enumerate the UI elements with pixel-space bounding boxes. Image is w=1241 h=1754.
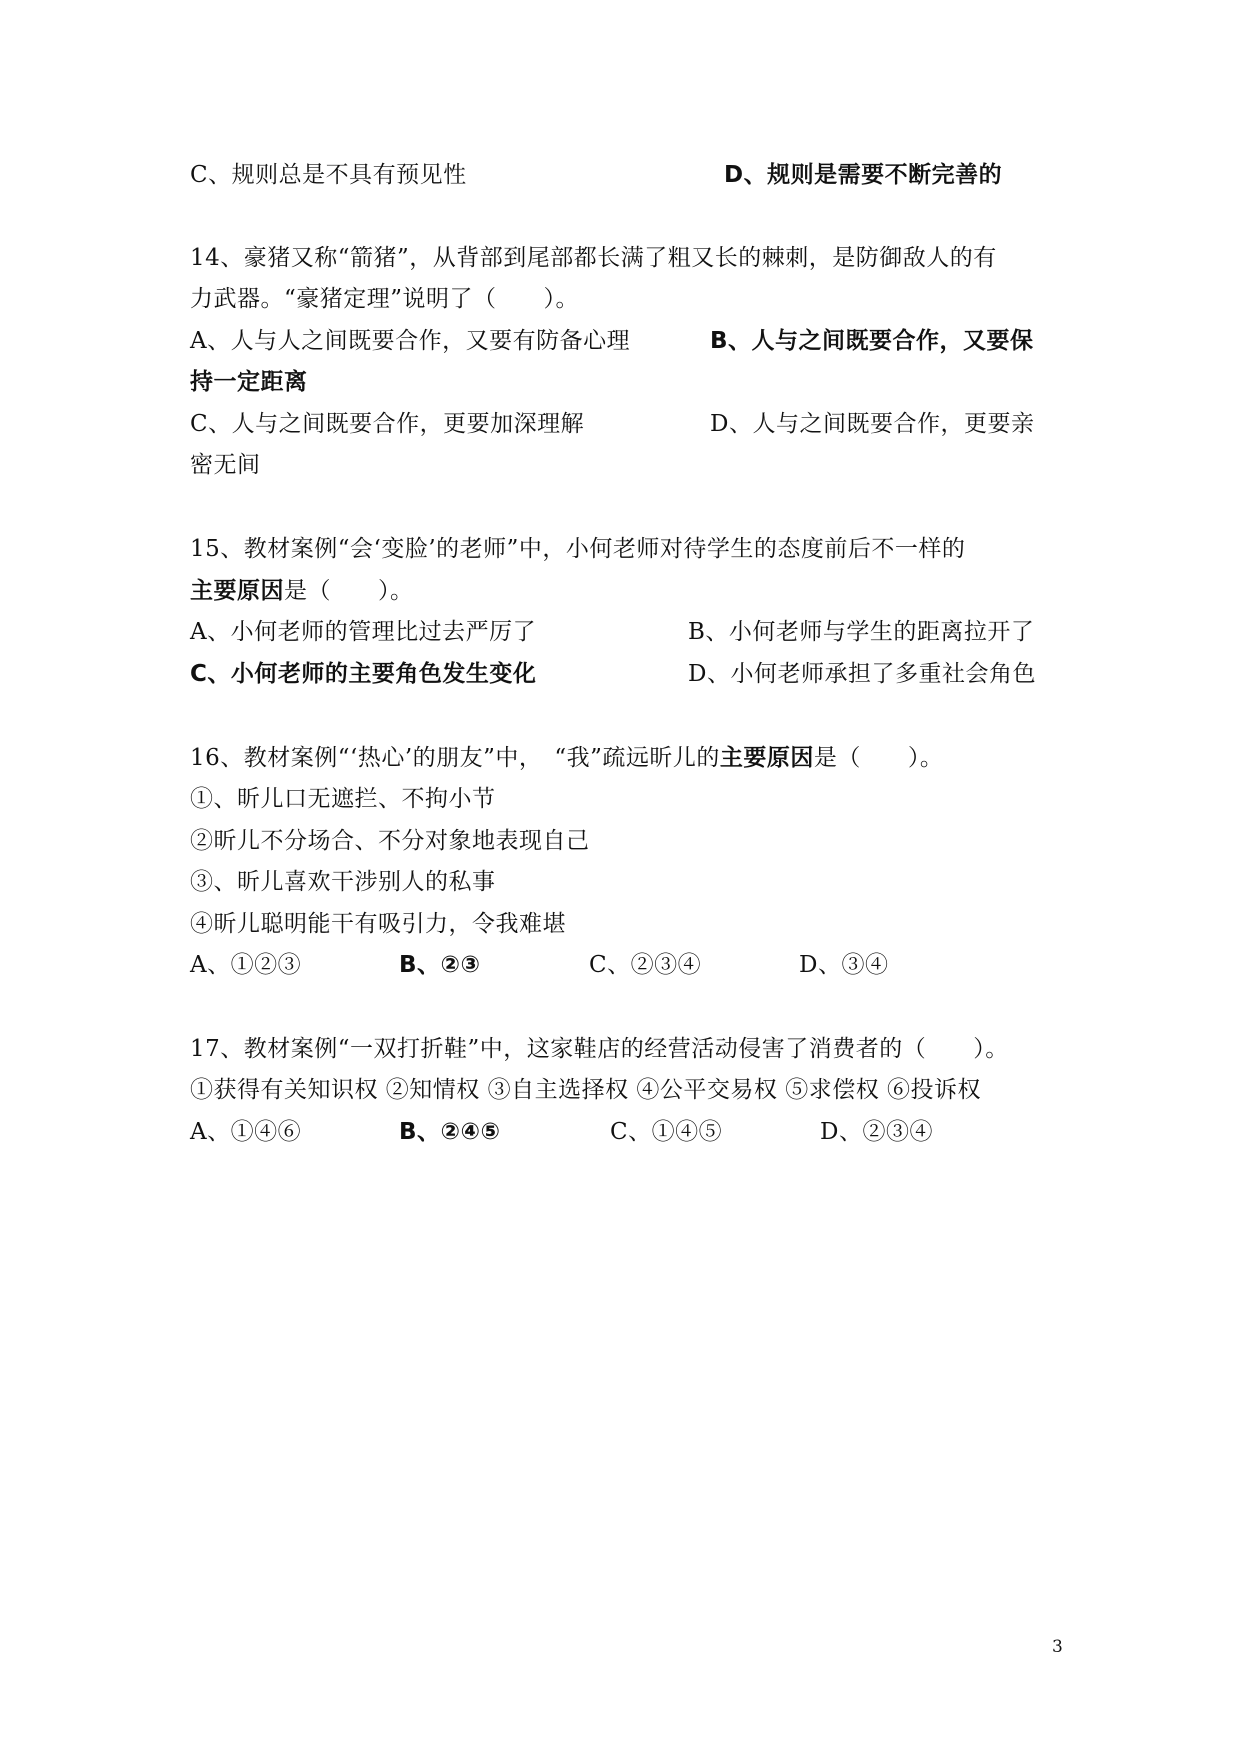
q15-option-d: D、小何老师承担了多重社会角色: [688, 661, 1036, 687]
q16-item-3: ③、昕儿喜欢干涉别人的私事: [190, 869, 496, 895]
q13-options-row: [190, 160, 1070, 190]
q16-item-2: ②昕儿不分场合、不分对象地表现自己: [190, 828, 590, 854]
q17-choices: ①获得有关知识权 ②知情权 ③自主选择权 ④公平交易权 ⑤求偿权 ⑥投诉权: [190, 1077, 982, 1103]
q15-option-c: C、小何老师的主要角色发生变化: [190, 661, 537, 687]
q13-option-d: D、规则是需要不断完善的: [724, 162, 1003, 188]
q14-stem-line2: 力武器。“豪猪定理”说明了（ ）。: [190, 286, 580, 312]
q15-stem-tail: 是（ ）。: [284, 578, 414, 604]
q13-option-c: C、规则总是不具有预见性: [190, 162, 467, 188]
q16-option-b: B、②③: [399, 952, 481, 978]
q16-stem-pre: 16、教材案例“‘热心’的朋友”中， “我”疏远昕儿的: [190, 745, 720, 771]
q14-option-b-cont: 持一定距离: [190, 369, 308, 395]
q17-option-d: D、②③④: [820, 1119, 933, 1145]
q17-option-b: B、②④⑤: [399, 1119, 501, 1145]
q14-option-d-cont: 密无间: [190, 452, 261, 478]
q14-options-row2: [190, 409, 1070, 439]
q14-options-row1: [190, 326, 1070, 356]
q15-stem-line2: [190, 576, 1070, 606]
q15-emphasis: 主要原因: [190, 578, 284, 604]
q15-options-row2: [190, 659, 1070, 689]
q16-option-d: D、③④: [799, 952, 889, 978]
q14-option-c: C、人与之间既要合作，更要加深理解: [190, 411, 585, 437]
q15-options-row1: [190, 617, 1070, 647]
q17-stem: 17、教材案例“一双打折鞋”中，这家鞋店的经营活动侵害了消费者的（ ）。: [190, 1036, 1009, 1062]
q14-option-a: A、人与人之间既要合作，又要有防备心理: [190, 328, 631, 354]
q16-option-c: C、②③④: [589, 952, 702, 978]
q14-stem-line1: 14、豪猪又称“箭猪”，从背部到尾部都长满了粗又长的棘刺，是防御敌人的有: [190, 245, 997, 271]
q16-item-4: ④昕儿聪明能干有吸引力，令我难堪: [190, 911, 566, 937]
q16-option-a: A、①②③: [190, 952, 302, 978]
q17-option-c: C、①④⑤: [610, 1119, 723, 1145]
q15-stem-line1: 15、教材案例“会‘变脸’的老师”中，小何老师对待学生的态度前后不一样的: [190, 536, 966, 562]
q17-option-a: A、①④⑥: [190, 1119, 302, 1145]
q14-option-d: D、人与之间既要合作，更要亲: [710, 411, 1035, 437]
q16-stem-post: 是（ ）。: [813, 745, 944, 771]
q14-option-b: B、人与之间既要合作，又要保: [710, 328, 1034, 354]
q16-stem: [190, 743, 1070, 773]
q16-emphasis: 主要原因: [719, 745, 814, 771]
q15-option-b: B、小何老师与学生的距离拉开了: [688, 619, 1035, 645]
page-number: 3: [1052, 1637, 1063, 1657]
q16-item-1: ①、昕儿口无遮拦、不拘小节: [190, 786, 496, 812]
q15-option-a: A、小何老师的管理比过去严厉了: [190, 619, 537, 645]
